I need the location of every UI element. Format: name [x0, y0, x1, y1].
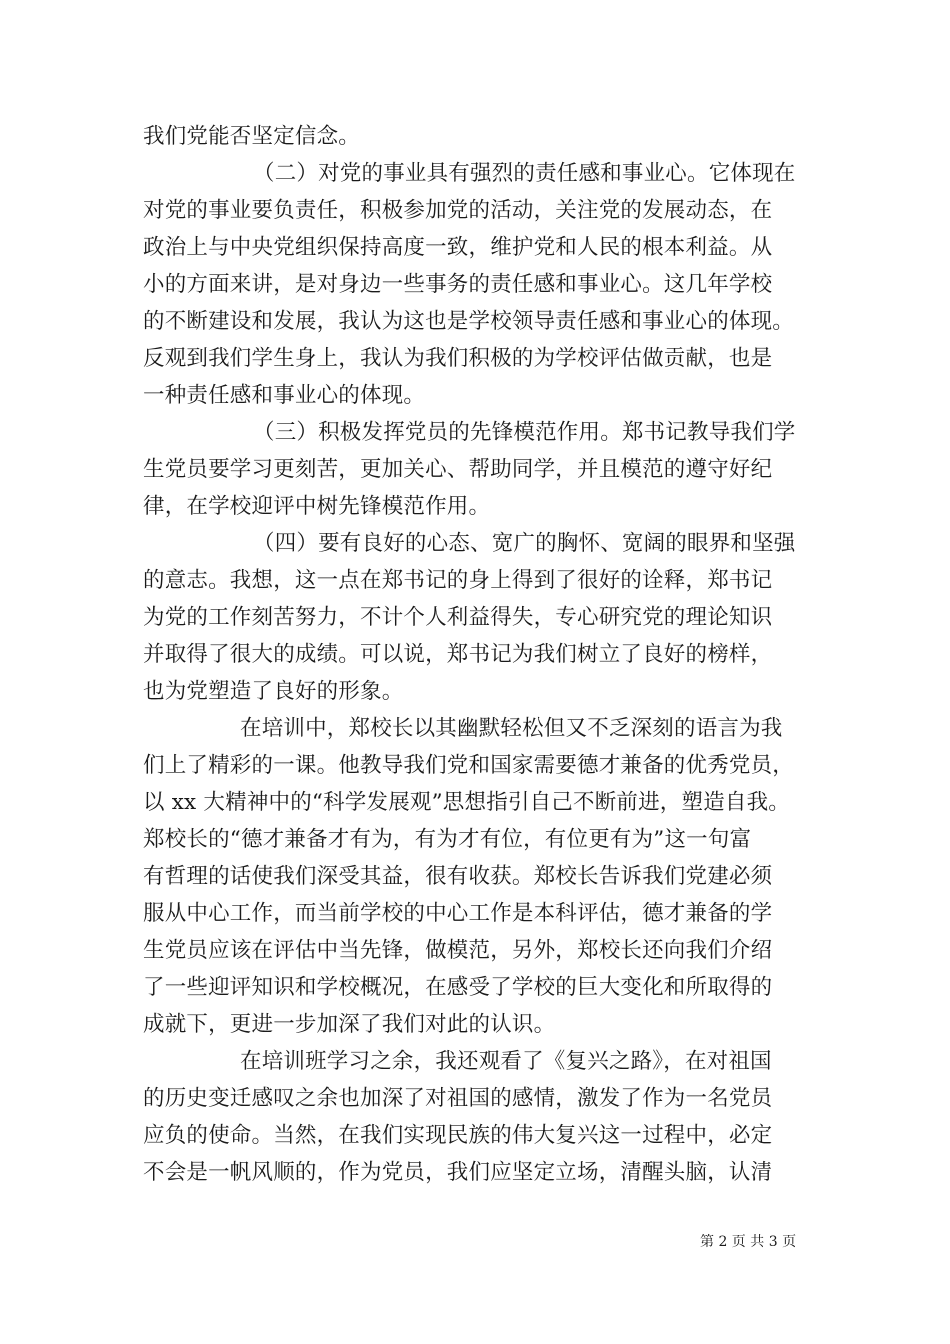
section-heading-line: （二）对党的事业具有强烈的责任感和事业心。它体现在 [253, 161, 796, 186]
body-text-line: 以 xx 大精神中的“科学发展观”思想指引自己不断前进，塑造自我。 [143, 790, 791, 815]
body-text-line: 我们党能否坚定信念。 [143, 124, 361, 149]
body-text-line: 并取得了很大的成绩。可以说，郑书记为我们树立了良好的榜样， [143, 642, 773, 667]
page-number-footer: 第 2 页 共 3 页 [700, 1234, 797, 1250]
body-text-line: 服从中心工作，而当前学校的中心工作是本科评估，德才兼备的学 [143, 901, 773, 926]
body-text-line: 也为党塑造了良好的形象。 [143, 679, 404, 704]
body-text-line: 的意志。我想，这一点在郑书记的身上得到了很好的诠释，郑书记 [143, 568, 773, 593]
section-heading-line: （三）积极发挥党员的先锋模范作用。郑书记教导我们学 [253, 420, 796, 445]
body-text-line: 的历史变迁感叹之余也加深了对祖国的感情，激发了作为一名党员 [143, 1086, 773, 1111]
body-text-line: 们上了精彩的一课。他教导我们党和国家需要德才兼备的优秀党员， [143, 753, 795, 778]
body-text-line: 政治上与中央党组织保持高度一致，维护党和人民的根本利益。从 [143, 235, 773, 260]
body-text-line: 生党员要学习更刻苦，更加关心、帮助同学，并且模范的遵守好纪 [143, 457, 773, 482]
paragraph-start-line: 在培训班学习之余，我还观看了《复兴之路》，在对祖国 [240, 1049, 772, 1074]
body-text-line: 应负的使命。当然，在我们实现民族的伟大复兴这一过程中，必定 [143, 1123, 773, 1148]
body-text-line: 了一些迎评知识和学校概况，在感受了学校的巨大变化和所取得的 [143, 975, 773, 1000]
body-text-line: 郑校长的“德才兼备才有为，有为才有位，有位更有为”这一句富 [143, 827, 752, 852]
section-heading-line: （四）要有良好的心态、宽广的胸怀、宽阔的眼界和坚强 [253, 531, 796, 556]
body-text-line: 一种责任感和事业心的体现。 [143, 383, 426, 408]
body-text-line: 不会是一帆风顺的，作为党员，我们应坚定立场，清醒头脑，认清 [143, 1160, 773, 1185]
body-text-line: 成就下，更进一步加深了我们对此的认识。 [143, 1012, 556, 1037]
body-text-line: 有哲理的话使我们深受其益，很有收获。郑校长告诉我们党建必须 [143, 864, 773, 889]
body-text-line: 生党员应该在评估中当先锋，做模范，另外，郑校长还向我们介绍 [143, 938, 773, 963]
body-text-line: 为党的工作刻苦努力，不计个人利益得失，专心研究党的理论知识 [143, 605, 773, 630]
body-text-line: 对党的事业要负责任，积极参加党的活动，关注党的发展动态，在 [143, 198, 773, 223]
body-text-line: 律，在学校迎评中树先锋模范作用。 [143, 494, 491, 519]
body-text-line: 小的方面来讲，是对身边一些事务的责任感和事业心。这几年学校 [143, 272, 773, 297]
body-text-line: 反观到我们学生身上，我认为我们积极的为学校评估做贡献，也是 [143, 346, 773, 371]
body-text-line: 的不断建设和发展，我认为这也是学校领导责任感和事业心的体现。 [143, 309, 795, 334]
paragraph-start-line: 在培训中，郑校长以其幽默轻松但又不乏深刻的语言为我 [240, 716, 783, 741]
